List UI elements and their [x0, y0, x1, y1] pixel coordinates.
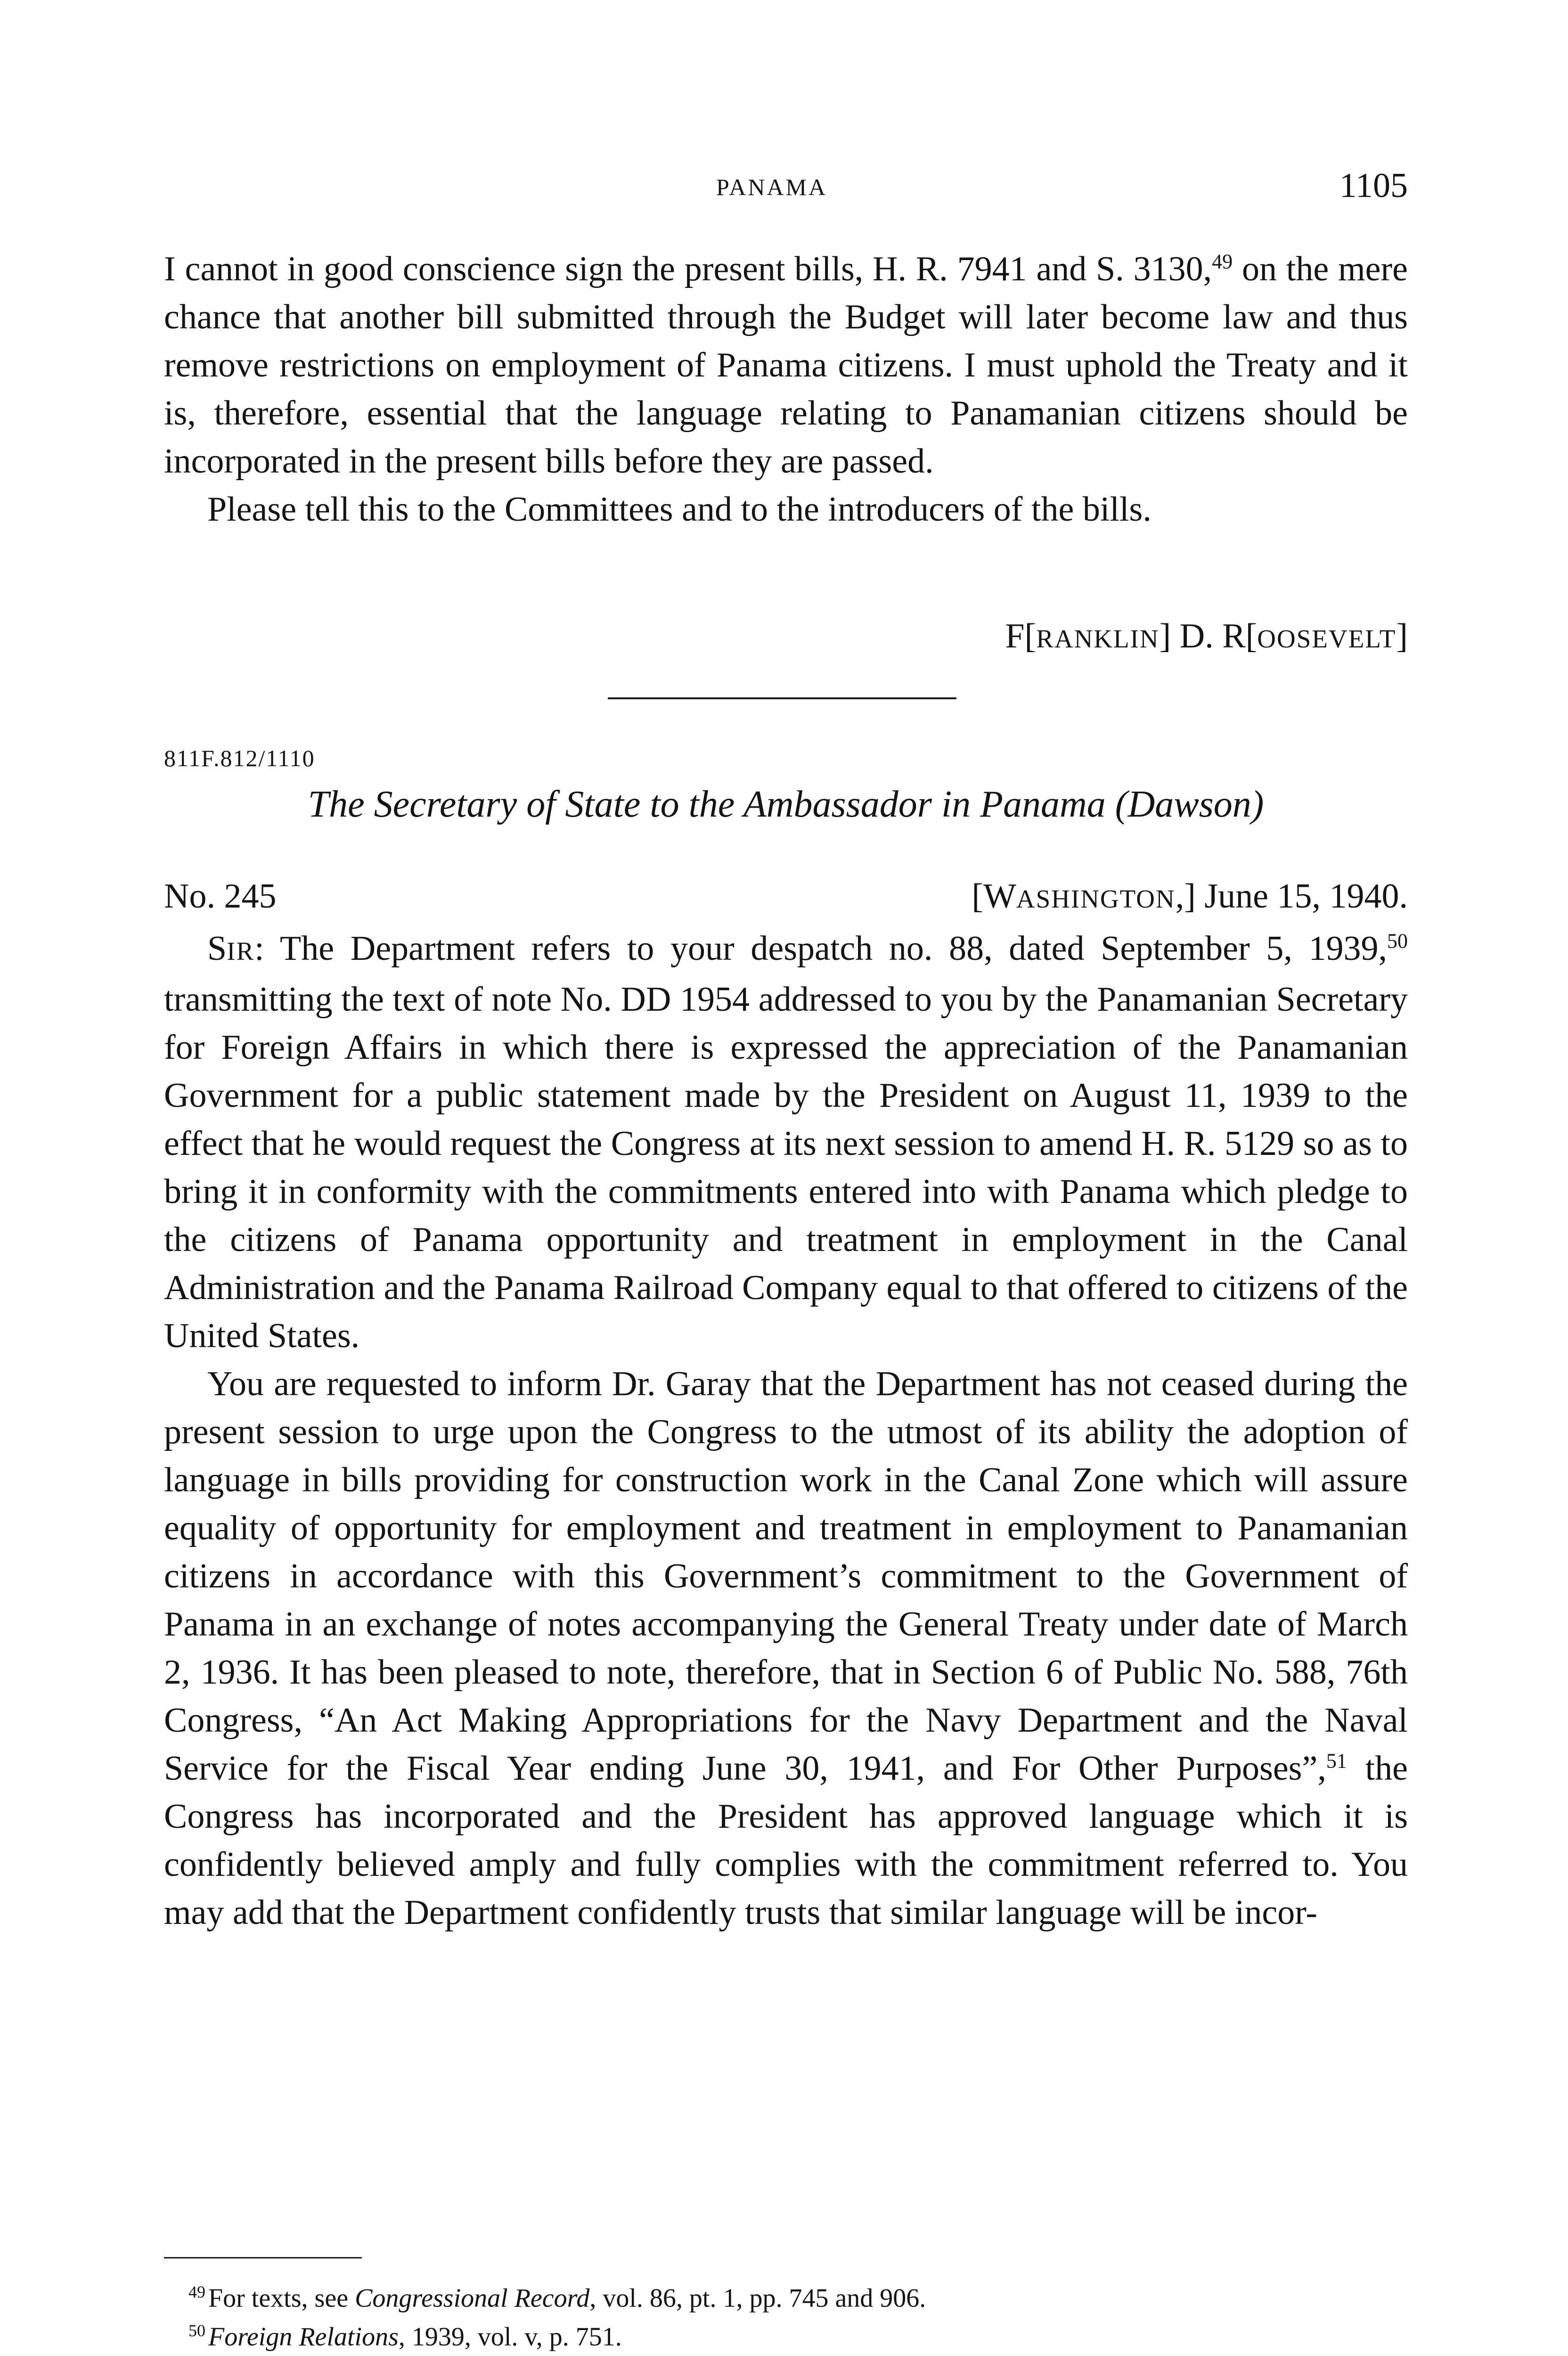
document-title: The Secretary of State to the Ambassador in Panama (Dawson) — [308, 784, 1264, 825]
footnote-text: , 1939, vol. v, p. 751. — [398, 2322, 622, 2352]
signature-smallcaps: OOSEVELT — [1257, 624, 1396, 653]
footnote-ref-49: 49 — [1212, 250, 1233, 273]
letter-paragraph-1-text-cont: on the mere chance that another bill submitted through the Budget will later become law and thus remove restrictions on employment of Panama citizens. I must uphold the Treaty and it is, therefore, essential that the language relating to Panamanian citizens should be incorporated in the present bills before they are passed. — [164, 250, 1408, 481]
dateline-part: ,] June 15, 1940. — [1175, 877, 1408, 916]
letter-continuation — [164, 245, 1408, 533]
footnote-mark: 50 — [188, 2321, 205, 2340]
signature-part: F[ — [1005, 617, 1037, 655]
footnote-ref-51: 51 — [1326, 1749, 1347, 1773]
footnote-51 — [188, 2353, 1319, 2356]
section-divider — [608, 697, 956, 699]
running-header: PANAMA — [716, 174, 828, 200]
footnote-divider — [164, 2257, 362, 2258]
signature-smallcaps: RANKLIN — [1036, 624, 1160, 653]
salutation-colon: : — [254, 929, 264, 968]
footnote-text: , vol. 86, pt. 1, pp. 745 and 906. — [589, 2283, 926, 2313]
footnote-50 — [188, 2315, 1319, 2353]
signature-part: ] D. R[ — [1159, 617, 1258, 655]
page-number: 1105 — [1339, 166, 1408, 205]
dateline-part: [W — [972, 877, 1016, 916]
dateline — [972, 876, 1408, 916]
body-paragraph-2 — [164, 1360, 1408, 1937]
body-paragraph-1-text-cont: transmitting the text of note No. DD 1954 addressed to you by the Panamanian Secretary for Foreign Affairs in which there is expressed the appreciation of the Panamanian Government for a public statement made by the President on August 11, 1939 to the effect that he would request the Congress at its next session to amend H. R. 5129 so as to bring it in conformity with the commitments entered into with Panama which pledge to the citizens of Panama opportunity and treatment in employment in the Canal Administration and the Panama Railroad Company equal to that offered to citizens of the United States. — [164, 980, 1408, 1355]
footnote-italic: Foreign Relations — [208, 2322, 399, 2352]
footnotes — [188, 2276, 1319, 2356]
document-body — [164, 924, 1408, 1937]
footnote-text: For texts, see — [208, 2283, 355, 2313]
letter-paragraph-2: Please tell this to the Committees and to the introducers of the bills. — [207, 490, 1152, 529]
footnote-mark: 49 — [188, 2282, 205, 2301]
signature-part: ] — [1396, 617, 1408, 655]
despatch-number: No. 245 — [164, 877, 277, 916]
file-reference: 811F.812/1110 — [164, 745, 315, 771]
footnote-italic: Congressional Record — [355, 2283, 590, 2313]
body-paragraph-1 — [164, 924, 1408, 1360]
body-paragraph-2-text: You are requested to inform Dr. Garay that the Department has not ceased during the present session to urge upon the Congress to the utmost of its ability the adoption of language in bills providing for construction work in the Canal Zone which will assure equality of opportunity for employment and treatment in employment to Panamanian citizens in accordance with this Government’s commitment to the Government of Panama in an exchange of notes accompanying the General Treaty under date of March 2, 1936. It has been pleased to note, therefore, that in Section 6 of Public No. 588, 76th Congress, “An Act Making Appropriations for the Navy Department and the Naval Service for the Fiscal Year ending June 30, 1941, and For Other Purposes”, — [164, 1365, 1408, 1788]
footnote-49 — [188, 2276, 1319, 2315]
body-paragraph-1-text: The Department refers to your despatch no. 88, dated September 5, 1939, — [264, 929, 1387, 968]
footnote-ref-50: 50 — [1387, 929, 1408, 953]
letter-paragraph-1 — [164, 245, 1408, 485]
body-paragraph-2-text-cont: the Congress has incorporated and the President has approved language which it is confidently believed amply and fully complies with the commitment referred to. You may add that the Department confidently trusts that similar language will be incor- — [164, 1749, 1408, 1932]
salutation-smallcaps: IR — [227, 937, 255, 965]
letter-paragraph-1-text: I cannot in good conscience sign the present bills, H. R. 7941 and S. 3130, — [164, 250, 1212, 288]
dateline-smallcaps: ASHINGTON — [1016, 884, 1176, 913]
signature — [1005, 616, 1408, 656]
salutation: S — [207, 929, 227, 968]
